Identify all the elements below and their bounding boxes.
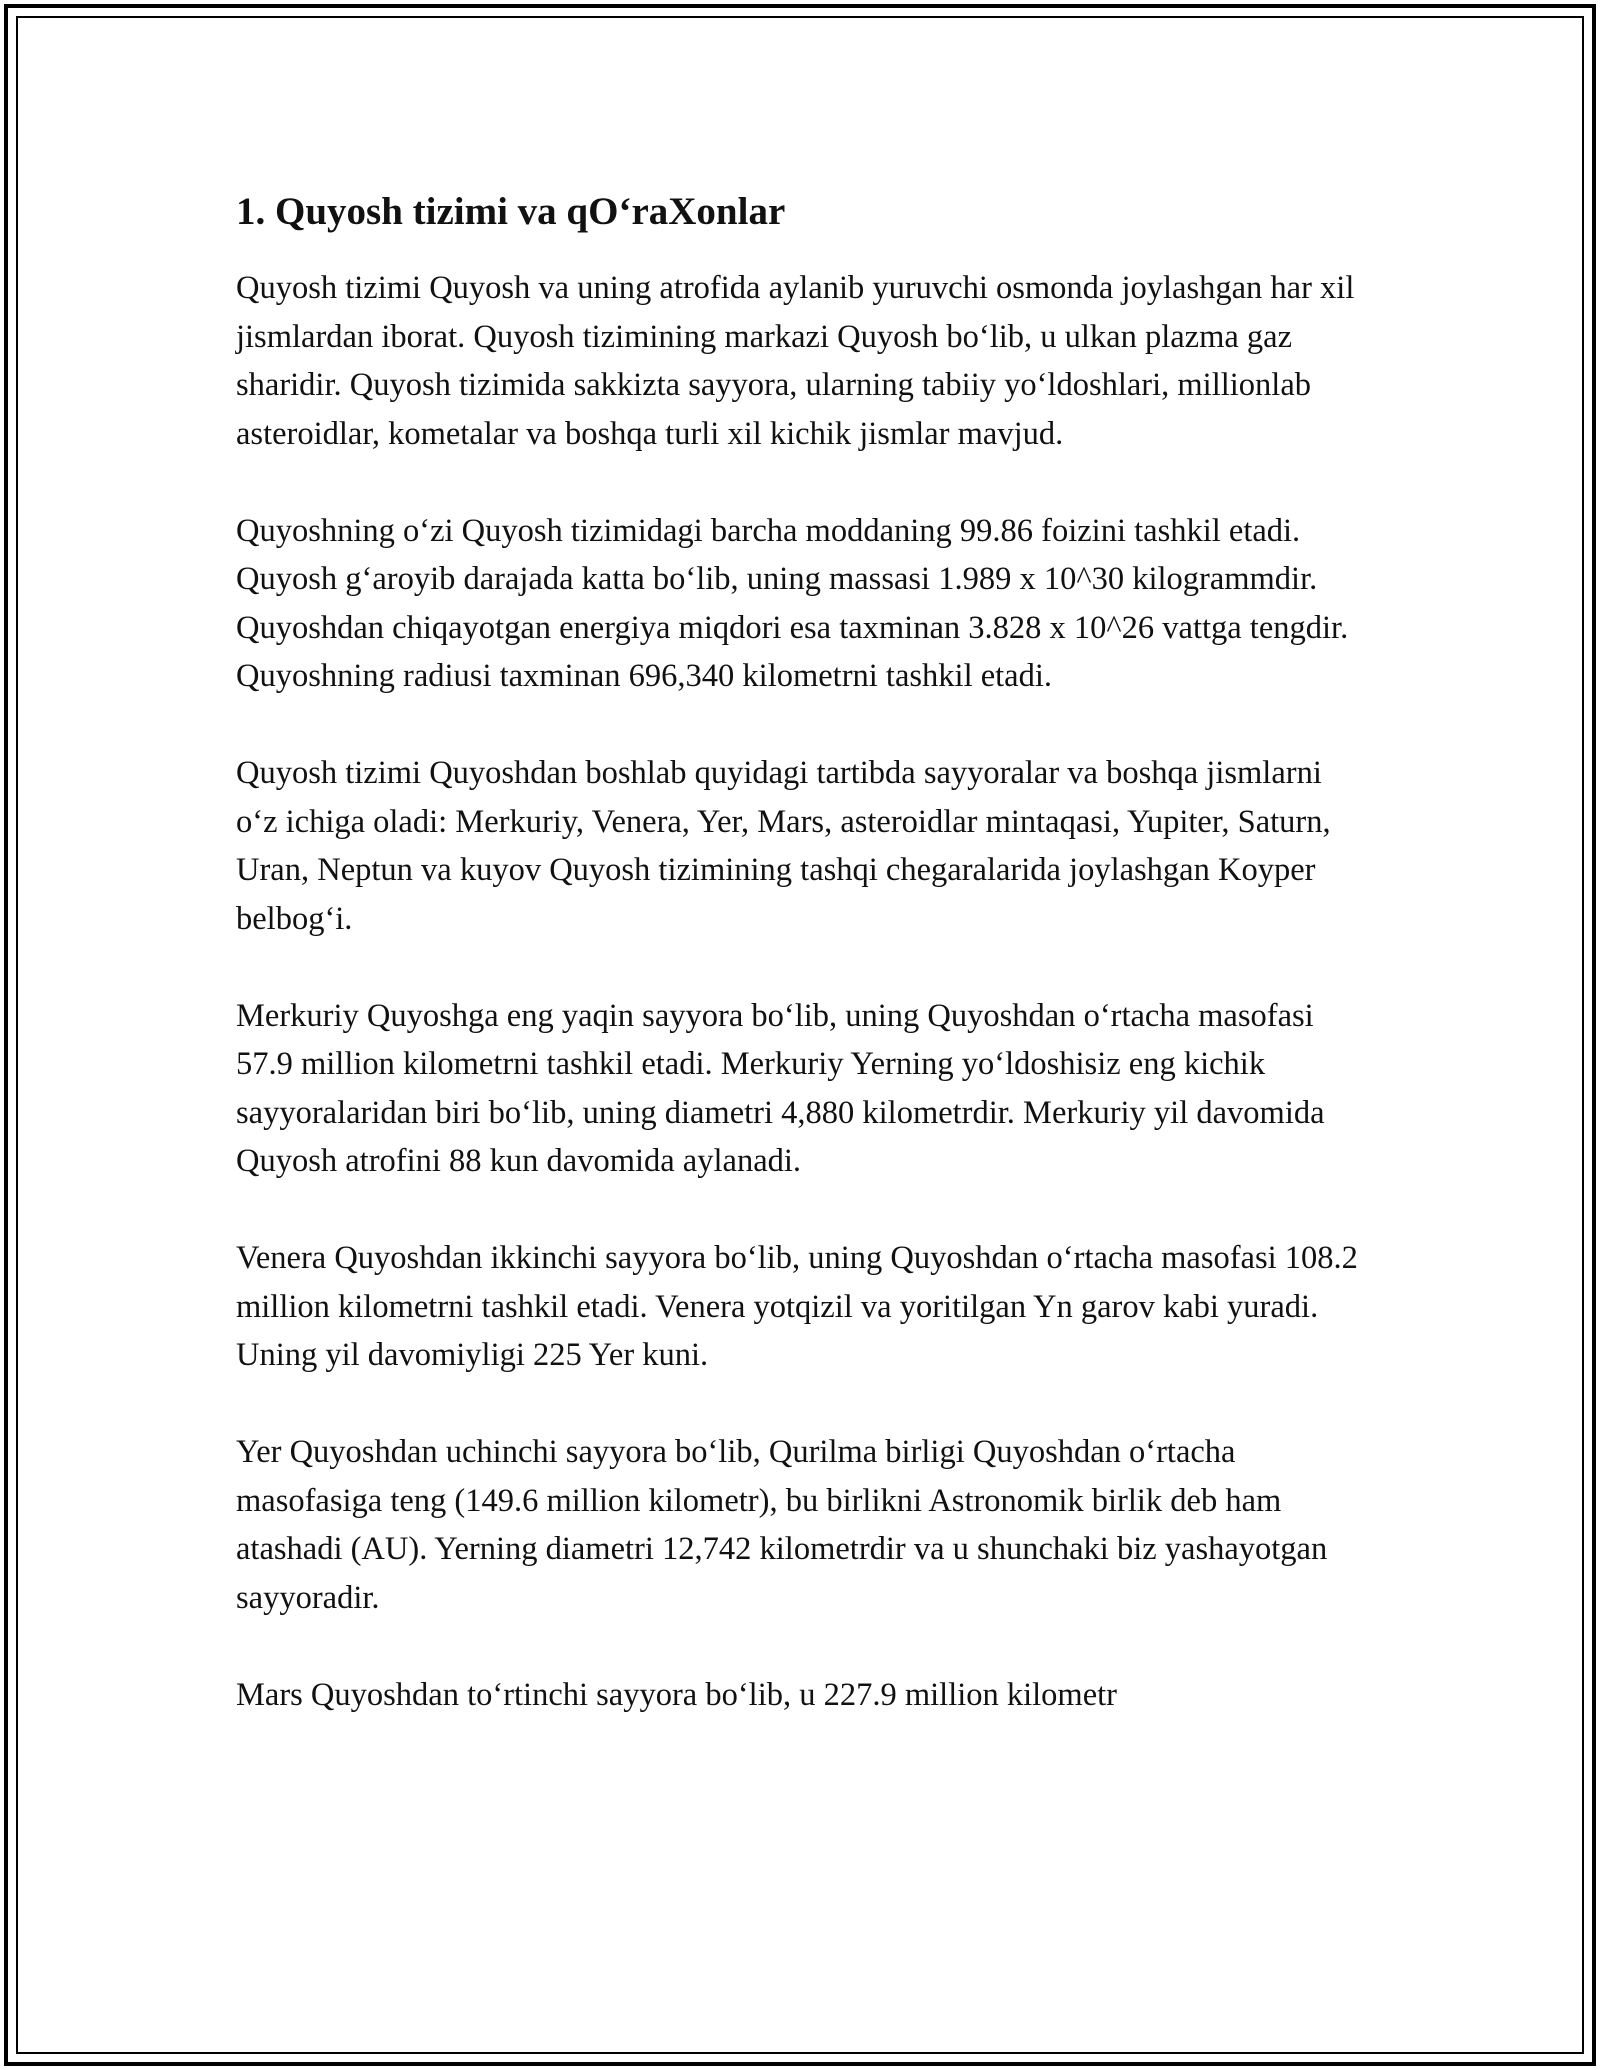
- document-body: [236, 186, 1370, 1768]
- paragraph-earth: Yer Quyoshdan uchinchi sayyora bo‘lib, Qurilma birligi Quyoshdan o‘rtacha masofasiga teng (149.6 million kilometr), bu birlikni Astronomik birlik deb ham atashadi (AU). Yerning diametri 12,742 kilometrdir va u shunchaki biz yashayotgan sayyoradir.: [236, 1434, 1328, 1616]
- document-title: 1. Quyosh tizimi va qO‘raXonlar: [236, 190, 786, 233]
- paragraph-mars: Mars Quyoshdan to‘rtinchi sayyora bo‘lib, u 227.9 million kilometr: [236, 1676, 1117, 1713]
- paragraph-solar-system-intro: Quyosh tizimi Quyosh va uning atrofida aylanib yuruvchi osmonda joylashgan har xil jismlardan iborat. Quyosh tizimining markazi Quyosh bo‘lib, u ulkan plazma gaz sharidir. Quyosh tizimida sakkizta sayyora, ularning tabiiy yo‘ldoshlari, millionlab asteroidlar, kometalar va boshqa turli xil kichik jismlar mavjud.: [236, 270, 1355, 452]
- paragraph-sun-facts: Quyoshning o‘zi Quyosh tizimidagi barcha moddaning 99.86 foizini tashkil etadi. Quyosh g‘aroyib darajada katta bo‘lib, uning massasi 1.989 x 10^30 kilogrammdir. Quyoshdan chiqayotgan energiya miqdori esa taxminan 3.828 x 10^26 vattga tengdir. Quyoshning radiusi taxminan 696,340 kilometrni tashkil etadi.: [236, 512, 1349, 694]
- paragraph-mercury: Merkuriy Quyoshga eng yaqin sayyora bo‘lib, uning Quyoshdan o‘rtacha masofasi 57.9 million kilometrni tashkil etadi. Merkuriy Yerning yo‘ldoshisiz eng kichik sayyoralaridan biri bo‘lib, uning diametri 4,880 kilometrdir. Merkuriy yil davomida Quyosh atrofini 88 kun davomida aylanadi.: [236, 997, 1325, 1179]
- paragraph-planet-order: Quyosh tizimi Quyoshdan boshlab quyidagi tartibda sayyoralar va boshqa jismlarni o‘z ichiga oladi: Merkuriy, Venera, Yer, Mars, asteroidlar mintaqasi, Yupiter, Saturn, Uran, Neptun va kuyov Quyosh tizimining tashqi chegaralarida joylashgan Koyper belbog‘i.: [236, 755, 1331, 937]
- paragraph-venus: Venera Quyoshdan ikkinchi sayyora bo‘lib, uning Quyoshdan o‘rtacha masofasi 108.2 million kilometrni tashkil etadi. Venera yotqizil va yoritilgan Yn garov kabi yuradi. Uning yil davomiyligi 225 Yer kuni.: [236, 1240, 1358, 1373]
